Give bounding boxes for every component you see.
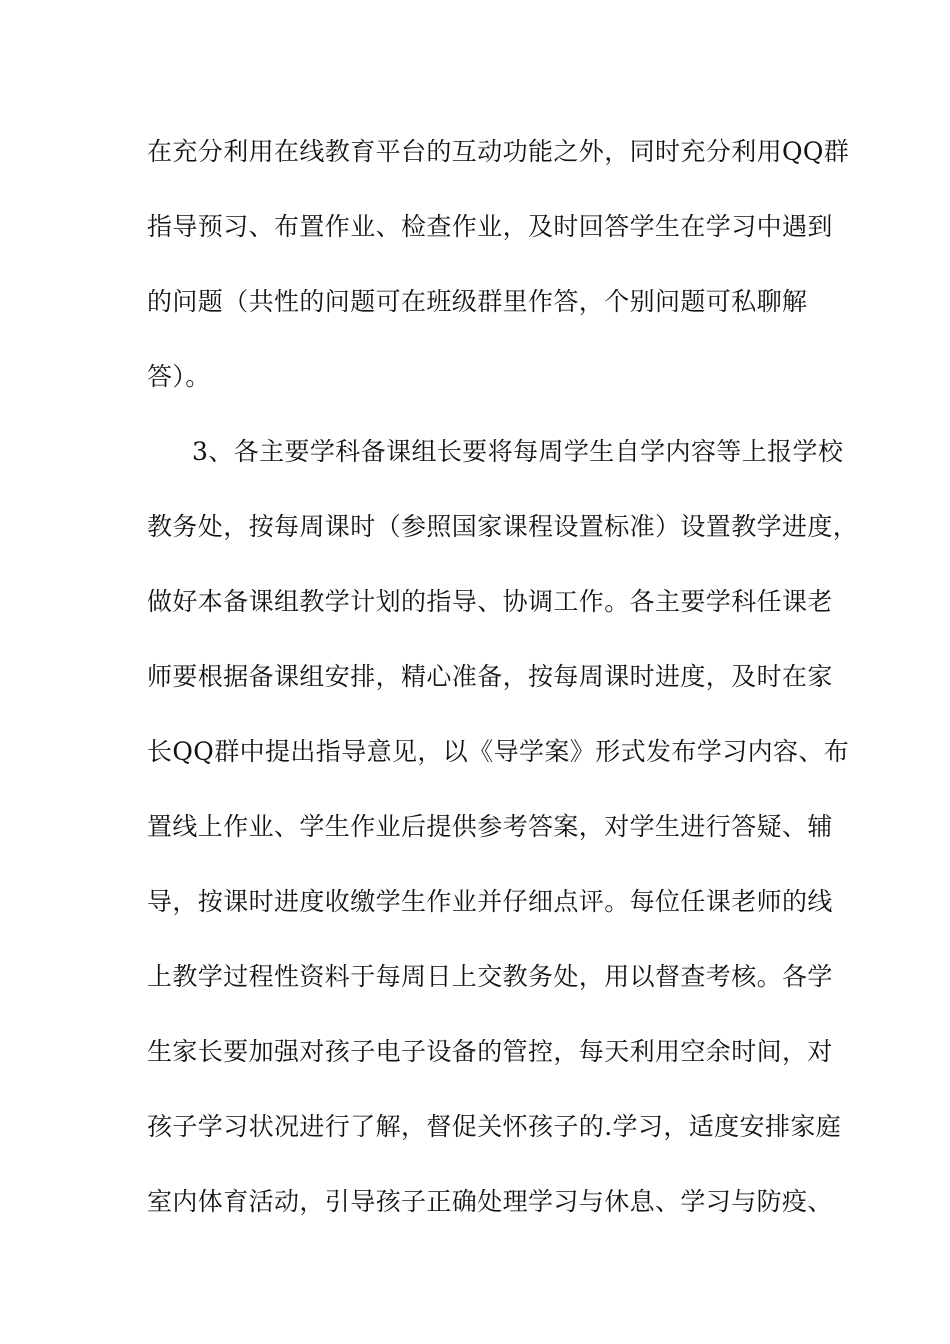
paragraph-line: 室内体育活动，引导孩子正确处理学习与休息、学习与防疫、 — [147, 1187, 833, 1216]
paragraph-line: 在充分利用在线教育平台的互动功能之外，同时充分利用QQ群 — [147, 137, 850, 166]
paragraph-line: 生家长要加强对孩子电子设备的管控，每天利用空余时间，对 — [147, 1037, 833, 1066]
paragraph-line: 教务处，按每周课时（参照国家课程设置标准）设置教学进度， — [147, 512, 859, 541]
paragraph-line: 上教学过程性资料于每周日上交教务处，用以督查考核。各学 — [147, 962, 833, 991]
paragraph-line: 做好本备课组教学计划的指导、协调工作。各主要学科任课老 — [147, 587, 833, 616]
paragraph-line: 孩子学习状况进行了解，督促关怀孩子的.学习，适度安排家庭 — [147, 1112, 842, 1141]
paragraph-line: 置线上作业、学生作业后提供参考答案，对学生进行答疑、辅 — [147, 812, 833, 841]
paragraph-line: 师要根据备课组安排，精心准备，按每周课时进度，及时在家 — [147, 662, 833, 691]
paragraph-line: 的问题（共性的问题可在班级群里作答，个别问题可私聊解 — [147, 287, 808, 316]
paragraph-line: 长QQ群中提出指导意见，以《导学案》形式发布学习内容、布 — [147, 737, 850, 766]
paragraph-line: 指导预习、布置作业、检查作业，及时回答学生在学习中遇到 — [147, 212, 833, 241]
paragraph-line: 导，按课时进度收缴学生作业并仔细点评。每位任课老师的线 — [147, 887, 833, 916]
paragraph-line: 答）。 — [147, 362, 211, 391]
paragraph-line: 3、各主要学科备课组长要将每周学生自学内容等上报学校 — [192, 437, 844, 466]
